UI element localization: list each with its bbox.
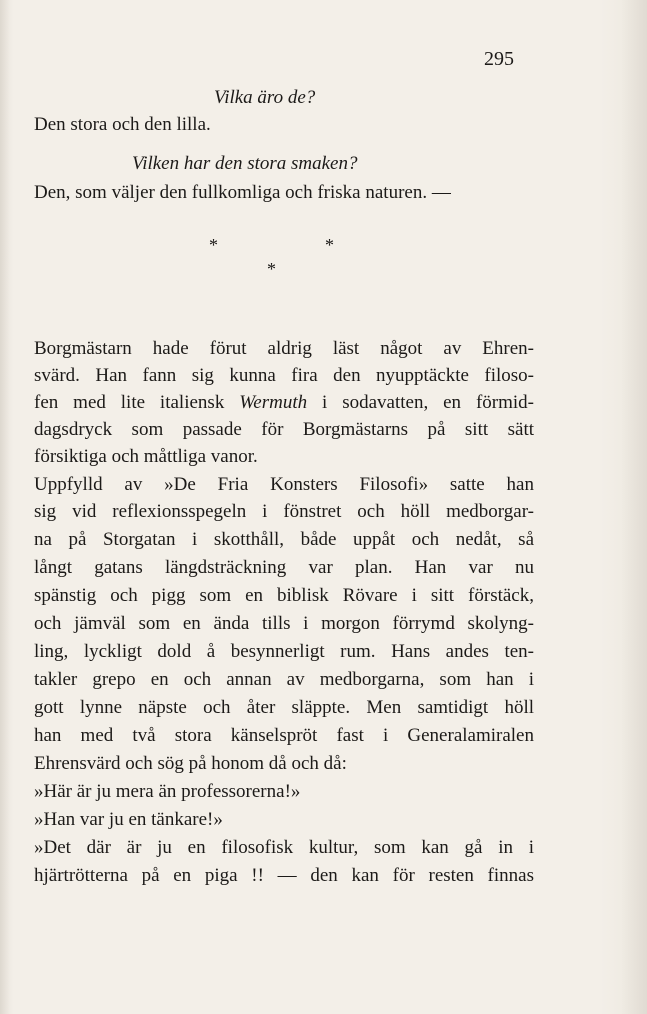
para2-line-8: takler grepo en och annan av medborgarna, som han i [34, 669, 534, 690]
para1-line-5: försiktiga och måttliga vanor. [34, 446, 258, 467]
para2-line-5: spänstig och pigg som en biblisk Rövare i sitt förstäck, [34, 585, 534, 606]
para2-line-4: långt gatans längdsträckning var plan. Han var nu [34, 557, 534, 578]
separator-star-bottom: * [267, 259, 276, 279]
para1-line-3 [34, 389, 534, 416]
wermuth-word: Wermuth [239, 392, 308, 413]
question-line-1: Vilka äro de? [214, 87, 316, 108]
para1-line-2: svärd. Han fann sig kunna fira den nyupptäckte filoso- [34, 365, 534, 386]
question-line-2: Vilken har den stora smaken? [132, 153, 358, 174]
page-right-shadow [621, 0, 647, 1014]
para1-line-3-c: i sodavatten, en förmid- [307, 392, 534, 413]
dialogue-line-3: »Det där är ju en filosofisk kultur, som kan gå in i [34, 837, 534, 858]
para1-line-3-a: fen med lite italiensk [34, 392, 240, 413]
para1-line-4: dagsdryck som passade för Borgmästarns på sitt sätt [34, 419, 534, 440]
para2-line-3: na på Storgatan i skotthåll, både uppåt och nedåt, så [34, 529, 534, 550]
para2-line-7: ling, lyckligt dold å besynnerligt rum. Hans andes ten- [34, 641, 534, 662]
dialogue-line-4: hjärtrötterna på en piga !! — den kan för resten finnas [34, 865, 534, 886]
answer-line-1: Den stora och den lilla. [34, 114, 211, 135]
dialogue-line-1: »Här är ju mera än professorerna!» [34, 781, 301, 802]
separator-star-left: * [209, 235, 218, 255]
page-left-shadow [0, 0, 10, 1014]
para1-line-1: Borgmästarn hade förut aldrig läst något av Ehren- [34, 338, 534, 359]
page-number: 295 [484, 48, 514, 70]
para2-line-10: han med två stora känselspröt fast i Generalamiralen [34, 725, 534, 746]
para2-line-11: Ehrensvärd och sög på honom då och då: [34, 753, 347, 774]
para2-line-9: gott lynne näpste och åter släppte. Men samtidigt höll [34, 697, 534, 718]
answer-line-2: Den, som väljer den fullkomliga och friska naturen. — [34, 182, 451, 203]
para2-line-2: sig vid reflexionsspegeln i fönstret och höll medborgar- [34, 501, 534, 522]
dialogue-line-2: »Han var ju en tänkare!» [34, 809, 223, 830]
para2-line-1: Uppfylld av »De Fria Konsters Filosofi» satte han [34, 474, 534, 495]
separator-star-right: * [325, 235, 334, 255]
para2-line-6: och jämväl som en ända tills i morgon förrymd skolyng- [34, 613, 534, 634]
